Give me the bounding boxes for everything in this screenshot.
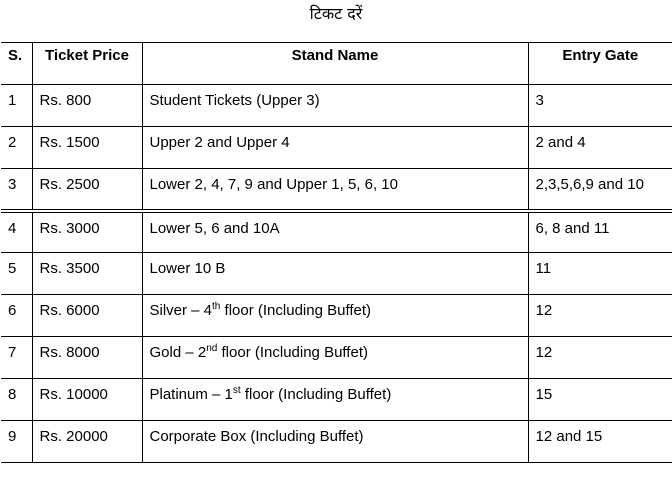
page-title: टिकट दरें xyxy=(309,4,363,23)
serial-cell: 1 xyxy=(1,85,32,127)
price-cell: Rs. 1500 xyxy=(32,127,142,169)
gate-cell: 11 xyxy=(528,253,672,295)
stand-text: floor (Including Buffet) xyxy=(220,302,372,319)
serial-cell: 9 xyxy=(1,421,32,463)
price-cell: Rs. 8000 xyxy=(32,337,142,379)
price-cell: Rs. 6000 xyxy=(32,295,142,337)
header-serial: S. xyxy=(1,43,32,85)
header-stand-name: Stand Name xyxy=(142,43,528,85)
stand-cell: Corporate Box (Including Buffet) xyxy=(142,421,528,463)
stand-text: Platinum – 1 xyxy=(149,386,233,403)
stand-cell xyxy=(142,337,528,379)
stand-cell: Lower 10 B xyxy=(142,253,528,295)
table-row xyxy=(1,421,672,463)
price-cell: Rs. 10000 xyxy=(32,379,142,421)
stand-cell: Upper 2 and Upper 4 xyxy=(142,127,528,169)
gate-cell: 6, 8 and 11 xyxy=(528,211,672,253)
gate-cell: 2 and 4 xyxy=(528,127,672,169)
ticket-rates-table xyxy=(1,42,672,463)
ordinal-suffix: nd xyxy=(206,343,218,354)
stand-text: Silver – 4 xyxy=(149,302,213,319)
ordinal-suffix: st xyxy=(232,385,241,396)
gate-cell: 12 and 15 xyxy=(528,421,672,463)
price-cell: Rs. 3500 xyxy=(32,253,142,295)
stand-text: floor (Including Buffet) xyxy=(240,386,392,403)
stand-cell: Lower 2, 4, 7, 9 and Upper 1, 5, 6, 10 xyxy=(142,169,528,211)
stand-cell xyxy=(142,295,528,337)
serial-cell: 6 xyxy=(1,295,32,337)
price-cell: Rs. 2500 xyxy=(32,169,142,211)
gate-cell: 12 xyxy=(528,295,672,337)
gate-cell: 12 xyxy=(528,337,672,379)
table-header-row xyxy=(1,43,672,85)
table-row xyxy=(1,337,672,379)
serial-cell: 4 xyxy=(1,211,32,253)
serial-cell: 7 xyxy=(1,337,32,379)
table-row xyxy=(1,169,672,211)
serial-cell: 2 xyxy=(1,127,32,169)
table-row xyxy=(1,295,672,337)
table-row xyxy=(1,253,672,295)
table-row xyxy=(1,379,672,421)
stand-cell: Lower 5, 6 and 10A xyxy=(142,211,528,253)
table-row xyxy=(1,127,672,169)
table-row xyxy=(1,85,672,127)
ordinal-suffix: th xyxy=(212,301,221,312)
table-row xyxy=(1,211,672,253)
serial-cell: 5 xyxy=(1,253,32,295)
price-cell: Rs. 3000 xyxy=(32,211,142,253)
stand-text: floor (Including Buffet) xyxy=(217,344,368,361)
stand-cell xyxy=(142,379,528,421)
price-cell: Rs. 800 xyxy=(32,85,142,127)
serial-cell: 3 xyxy=(1,169,32,211)
gate-cell: 3 xyxy=(528,85,672,127)
gate-cell: 2,3,5,6,9 and 10 xyxy=(528,169,672,211)
stand-cell: Student Tickets (Upper 3) xyxy=(142,85,528,127)
price-cell: Rs. 20000 xyxy=(32,421,142,463)
header-ticket-price: Ticket Price xyxy=(32,43,142,85)
header-entry-gate: Entry Gate xyxy=(528,43,672,85)
gate-cell: 15 xyxy=(528,379,672,421)
stand-text: Gold – 2 xyxy=(149,344,207,361)
serial-cell: 8 xyxy=(1,379,32,421)
